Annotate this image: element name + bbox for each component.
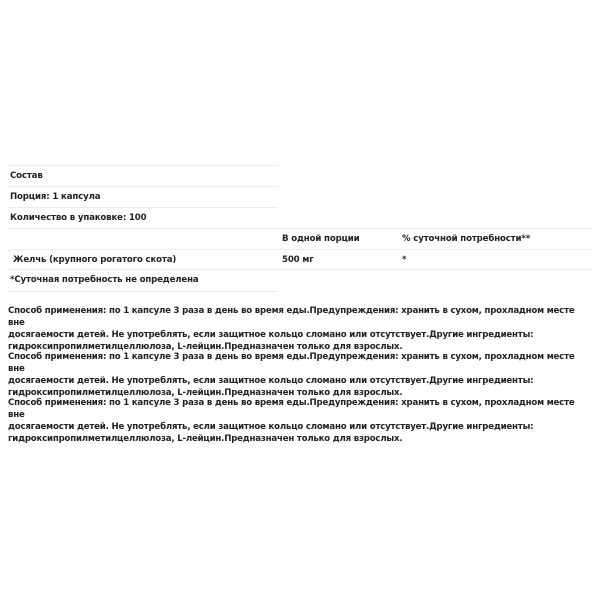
package-quantity: Количество в упаковке: 100 — [10, 213, 147, 223]
usage-paragraph-1 — [8, 305, 592, 353]
usage-line: гидроксипропилметилцеллюлоза, L-лейцин.Предназначен только для взрослых. — [8, 388, 403, 398]
ingredient-name: Желчь (крупного рогатого скота) — [13, 255, 177, 265]
footnote-row — [8, 270, 278, 292]
usage-line: гидроксипропилметилцеллюлоза, L-лейцин.Предназначен только для взрослых. — [8, 434, 403, 444]
serving-row — [8, 186, 278, 207]
ingredient-daily-value: * — [402, 255, 407, 265]
header-per-serving: В одной порции — [282, 234, 360, 244]
daily-value-footnote: *Суточная потребность не определена — [10, 275, 199, 285]
composition-title: Состав — [10, 171, 43, 181]
usage-line: Способ применения: по 1 капсуле 3 раза в день во время еды.Предупреждения: хранить в сухом, прохладном месте вне — [8, 398, 575, 420]
table-row — [8, 249, 592, 270]
usage-line: Способ применения: по 1 капсуле 3 раза в день во время еды.Предупреждения: хранить в сухом, прохладном месте вне — [8, 352, 575, 374]
usage-line: Способ применения: по 1 капсуле 3 раза в день во время еды.Предупреждения: хранить в сухом, прохладном месте вне — [8, 306, 575, 328]
usage-line: досягаемости детей. Не употреблять, если защитное кольцо сломано или отсутствует.Другие ингредиенты: — [8, 422, 534, 432]
quantity-row — [8, 207, 278, 228]
composition-title-row — [8, 165, 278, 186]
header-daily-value: % суточной потребности** — [402, 234, 531, 244]
table-header-row — [8, 228, 592, 249]
usage-line: досягаемости детей. Не употреблять, если защитное кольцо сломано или отсутствует.Другие ингредиенты: — [8, 376, 534, 386]
usage-paragraph-2 — [8, 351, 592, 399]
usage-paragraph-3 — [8, 397, 592, 445]
ingredient-amount: 500 мг — [282, 255, 314, 265]
usage-line: гидроксипропилметилцеллюлоза, L-лейцин.Предназначен только для взрослых. — [8, 342, 403, 352]
usage-line: досягаемости детей. Не употреблять, если защитное кольцо сломано или отсутствует.Другие ингредиенты: — [8, 330, 534, 340]
composition-table — [8, 165, 592, 292]
serving-size: Порция: 1 капсула — [10, 192, 101, 202]
